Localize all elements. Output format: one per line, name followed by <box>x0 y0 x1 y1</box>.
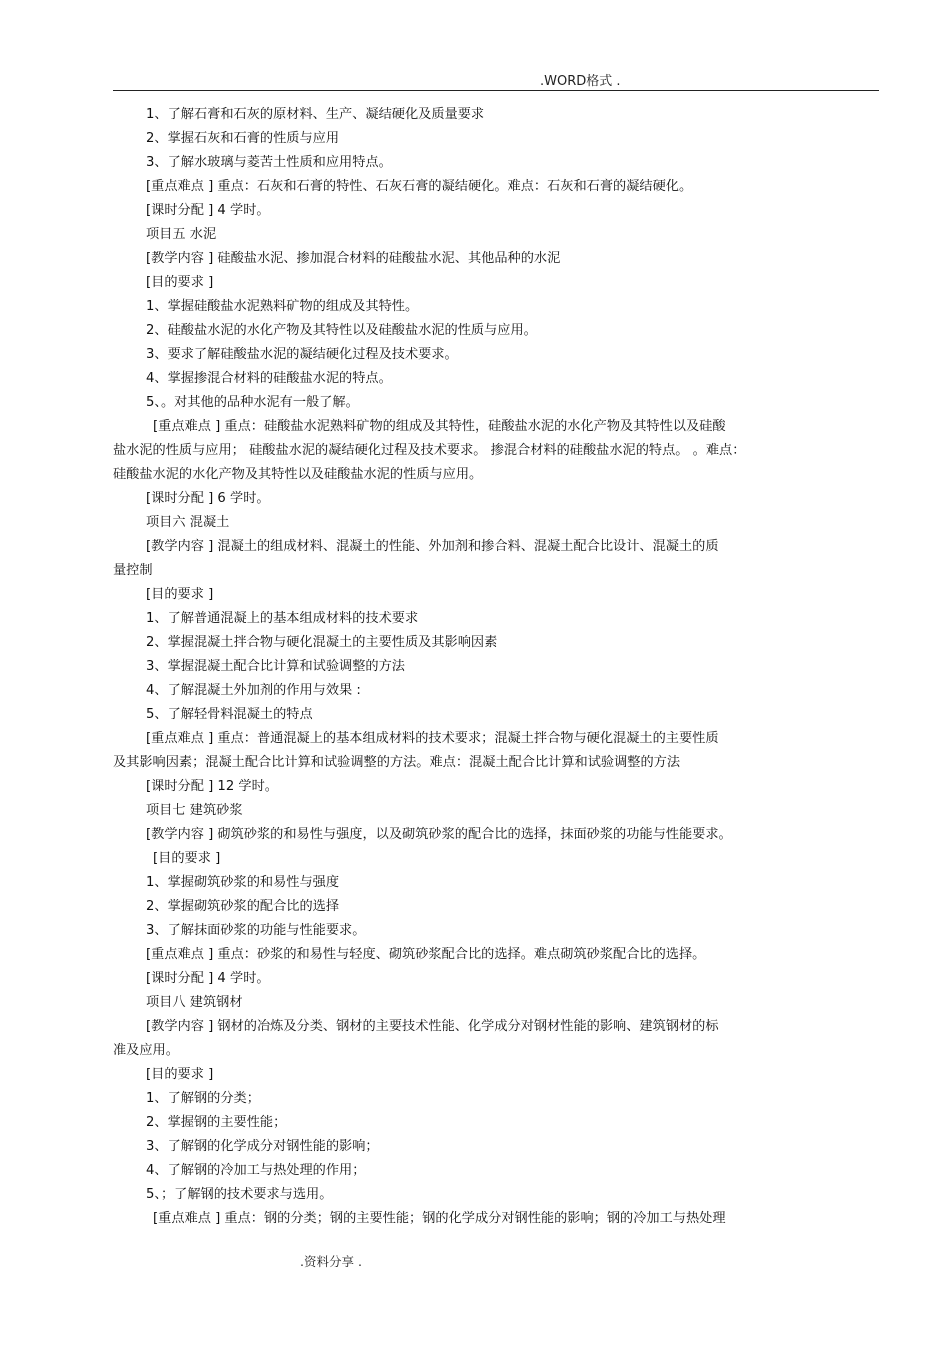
text-line: 2、掌握石灰和石膏的性质与应用 <box>146 131 340 146</box>
text-line: [目的要求 ] <box>146 587 214 602</box>
text-line: 项目七 建筑砂浆 <box>146 803 243 818</box>
document-body <box>113 103 883 1231</box>
text-line: 1、了解石膏和石灰的原材料、生产、凝结硬化及质量要求 <box>146 107 485 122</box>
text-line: [目的要求 ] <box>146 275 214 290</box>
text-line: [重点难点 ] 重点：普通混凝上的基本组成材料的技术要求；混凝土拌合物与硬化混凝土的主要性质 <box>146 731 719 746</box>
text-line: 4、了解混凝土外加剂的作用与效果 : <box>146 683 361 698</box>
text-line: 2、掌握钢的主要性能； <box>146 1115 287 1130</box>
text-line: [重点难点 ] 重点：钢的分类；钢的主要性能；钢的化学成分对钢性能的影响；钢的冷加工与热处理 <box>153 1211 726 1226</box>
text-line: [教学内容 ] 钢材的冶炼及分类、钢材的主要技术性能、化学成分对钢材性能的影响、建筑钢材的标 <box>146 1019 719 1034</box>
text-line: 4、掌握掺混合材料的硅酸盐水泥的特点。 <box>146 371 392 386</box>
text-line: 项目五 水泥 <box>146 227 217 242</box>
text-line: 及其影响因素；混凝土配合比计算和试验调整的方法。难点：混凝土配合比计算和试验调整的方法 <box>113 755 681 770</box>
header-rule <box>113 90 879 91</box>
text-line: [教学内容 ] 混凝土的组成材料、混凝土的性能、外加剂和掺合料、混凝土配合比设计、混凝土的质 <box>146 539 719 554</box>
text-line: [重点难点 ] 重点：石灰和石膏的特性、石灰石膏的凝结硬化。难点：石灰和石膏的凝结硬化。 <box>146 179 693 194</box>
text-line: 2、掌握混凝土拌合物与硬化混凝土的主要性质及其影响因素 <box>146 635 498 650</box>
text-line: 3、了解水玻璃与菱苦土性质和应用特点。 <box>146 155 392 170</box>
text-line: [课时分配 ] 6 学时。 <box>146 491 270 506</box>
text-line: 盐水泥的性质与应用； 硅酸盐水泥的凝结硬化过程及技术要求。 掺混合材料的硅酸盐水泥的特点。 。难点： <box>113 443 746 458</box>
text-line: 5、；了解钢的技术要求与选用。 <box>146 1187 333 1202</box>
text-line: 3、了解抹面砂浆的功能与性能要求。 <box>146 923 366 938</box>
text-line: [课时分配 ] 4 学时。 <box>146 203 270 218</box>
text-line: [目的要求 ] <box>153 851 221 866</box>
text-line: [课时分配 ] 12 学时。 <box>146 779 278 794</box>
text-line: 1、了解普通混凝上的基本组成材料的技术要求 <box>146 611 419 626</box>
page-header <box>0 70 950 90</box>
text-line: 3、掌握混凝土配合比计算和试验调整的方法 <box>146 659 405 674</box>
text-line: 5、。对其他的品种水泥有一般了解。 <box>146 395 359 410</box>
text-line: 量控制 <box>113 563 153 578</box>
text-line: 准及应用。 <box>113 1043 179 1058</box>
text-line: 1、掌握硅酸盐水泥熟料矿物的组成及其特性。 <box>146 299 419 314</box>
text-line: [教学内容 ] 硅酸盐水泥、掺加混合材料的硅酸盐水泥、其他品种的水泥 <box>146 251 561 266</box>
text-line: 2、硅酸盐水泥的水化产物及其特性以及硅酸盐水泥的性质与应用。 <box>146 323 537 338</box>
text-line: 项目八 建筑钢材 <box>146 995 243 1010</box>
text-line: 1、掌握砌筑砂浆的和易性与强度 <box>146 875 340 890</box>
text-line: [重点难点 ] 重点：硅酸盐水泥熟料矿物的组成及其特性，硅酸盐水泥的水化产物及其特性以及硅酸 <box>153 419 726 434</box>
text-line: 硅酸盐水泥的水化产物及其特性以及硅酸盐水泥的性质与应用。 <box>113 467 483 482</box>
text-line: [重点难点 ] 重点：砂浆的和易性与轻度、砌筑砂浆配合比的选择。难点砌筑砂浆配合比的选择。 <box>146 947 706 962</box>
header-text: .WORD格式 . <box>540 74 621 89</box>
text-line: 3、要求了解硅酸盐水泥的凝结硬化过程及技术要求。 <box>146 347 458 362</box>
text-line: 4、了解钢的冷加工与热处理的作用； <box>146 1163 366 1178</box>
text-line: 项目六 混凝土 <box>146 515 230 530</box>
text-line: 2、掌握砌筑砂浆的配合比的选择 <box>146 899 340 914</box>
text-line: 3、了解钢的化学成分对钢性能的影响； <box>146 1139 379 1154</box>
text-line: 1、了解钢的分类； <box>146 1091 260 1106</box>
text-line: 5、了解轻骨料混凝土的特点 <box>146 707 313 722</box>
page-footer: .资料分享 . <box>300 1254 362 1269</box>
text-line: [目的要求 ] <box>146 1067 214 1082</box>
text-line: [课时分配 ] 4 学时。 <box>146 971 270 986</box>
text-line: [教学内容 ] 砌筑砂浆的和易性与强度，以及砌筑砂浆的配合比的选择，抹面砂浆的功能与性能要求。 <box>146 827 732 842</box>
